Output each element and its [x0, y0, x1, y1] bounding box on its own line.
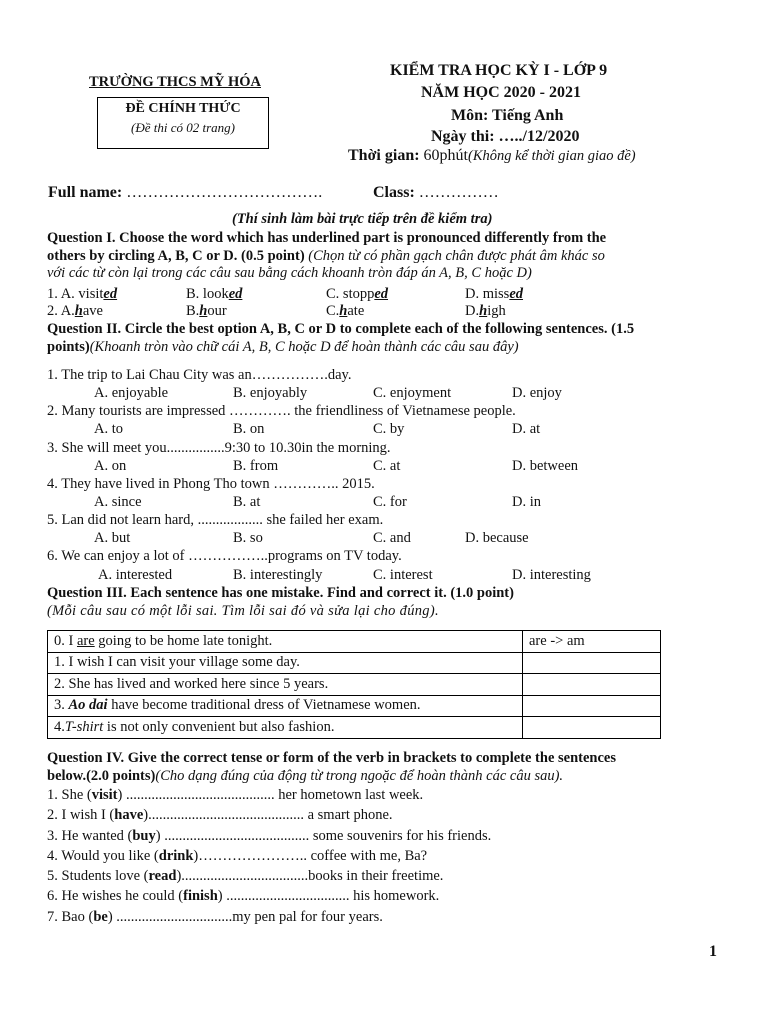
q4-item-5[interactable]: 5. Students love (read)...................................books in their freetime.	[47, 868, 444, 884]
q2-6-option-c[interactable]: C. interest	[373, 567, 433, 583]
q1-2-option-d[interactable]: D.high	[465, 303, 506, 319]
q2-note: (Khoanh tròn vào chữ cái A, B, C hoặc D để hoàn thành các câu sau đây)	[89, 339, 519, 355]
q2-2-option-d[interactable]: D. at	[512, 421, 541, 437]
q2-4-stem: 4. They have lived in Phong Tho town ………….. 2015.	[47, 476, 375, 492]
q2-5-stem: 5. Lan did not learn hard, .................. she failed her exam.	[47, 512, 384, 528]
time-label: Thời gian:	[348, 147, 420, 164]
q2-2-option-b[interactable]: B. on	[233, 421, 265, 437]
q4-title-line1: Question IV. Give the correct tense or form of the verb in brackets to complete the sentences	[47, 750, 616, 766]
q4-note: (Cho dạng đúng của động từ trong ngoặc để hoàn thành các câu sau).	[155, 768, 564, 784]
school-year: NĂM HỌC 2020 - 2021	[421, 84, 581, 101]
q2-6-stem: 6. We can enjoy a lot of ……………..programs on TV today.	[47, 548, 402, 564]
q1-2-option-b[interactable]: B.hour	[186, 303, 227, 319]
q1-title-line2-text: others by circling A, B, C or D. (0.5 point)	[47, 248, 305, 264]
q2-5-option-a[interactable]: A. but	[94, 530, 131, 546]
q1-2-option-c[interactable]: C.hate	[326, 303, 365, 319]
q2-3-stem: 3. She will meet you................9:30 to 10.30in the morning.	[47, 440, 391, 456]
q3-note: (Mỗi câu sau có một lỗi sai. Tìm lỗi sai đó và sửa lại cho đúng).	[47, 603, 439, 619]
full-name-dots[interactable]: ……………………………….	[126, 184, 323, 201]
q2-6-option-a[interactable]: A. interested	[98, 567, 173, 583]
q1-1-option-b[interactable]: B. looked	[186, 286, 243, 302]
exam-date: Ngày thi: …../12/2020	[431, 128, 580, 145]
q2-3-option-a[interactable]: A. on	[94, 458, 127, 474]
q1-1-option-c[interactable]: C. stopped	[326, 286, 389, 302]
q3-sentence-0: 0. I are going to be home late tonight.	[48, 631, 523, 653]
q2-2-stem: 2. Many tourists are impressed …………. the friendliness of Vietnamese people.	[47, 403, 516, 419]
q4-points: below.(2.0 points)	[47, 768, 156, 784]
q3-sentence-1: 1. I wish I can visit your village some day.	[48, 652, 523, 674]
q2-4-option-d[interactable]: D. in	[512, 494, 541, 510]
q3-sentence-3: 3. Ao dai have become traditional dress of Vietnamese women.	[48, 695, 523, 717]
table-row	[48, 674, 661, 696]
subject: Môn: Tiếng Anh	[451, 107, 564, 124]
time-value: 60phút	[423, 147, 468, 164]
q3-title: Question III. Each sentence has one mistake. Find and correct it. (1.0 point)	[47, 585, 514, 601]
full-name-label: Full name:	[48, 184, 123, 201]
q2-5-option-b[interactable]: B. so	[233, 530, 263, 546]
page-number: 1	[709, 943, 717, 960]
q2-1-option-d[interactable]: D. enjoy	[512, 385, 562, 401]
q2-2-option-a[interactable]: A. to	[94, 421, 123, 437]
q2-1-stem: 1. The trip to Lai Chau City was an…………….day.	[47, 367, 352, 383]
table-row	[48, 695, 661, 717]
time-note: (Không kể thời gian giao đề)	[468, 148, 636, 164]
q2-1-option-b[interactable]: B. enjoyably	[233, 385, 308, 401]
q2-2-option-c[interactable]: C. by	[373, 421, 405, 437]
q4-item-3[interactable]: 3. He wanted (buy) ........................................ some souvenirs for his friends.	[47, 828, 492, 844]
q3-answer-2[interactable]	[523, 674, 661, 696]
q2-4-option-a[interactable]: A. since	[94, 494, 142, 510]
pages-note: (Đề thi có 02 trang)	[131, 120, 235, 135]
instruction: (Thí sinh làm bài trực tiếp trên đề kiểm tra)	[232, 211, 493, 227]
class-line	[373, 184, 499, 202]
class-dots[interactable]: ……………	[418, 184, 499, 201]
q1-note-line2: với các từ còn lại trong các câu sau bằng cách khoanh tròn đáp án A, B, C hoặc D)	[47, 265, 532, 281]
q2-1-option-c[interactable]: C. enjoyment	[373, 385, 452, 401]
official-title: ĐỀ CHÍNH THỨC	[125, 101, 241, 116]
q1-title-line1: Question I. Choose the word which has underlined part is pronounced differently from the	[47, 230, 607, 246]
q2-points: points)	[47, 339, 90, 355]
q4-item-2[interactable]: 2. I wish I (have)........................................... a smart phone.	[47, 807, 393, 823]
q3-sentence-2: 2. She has lived and worked here since 5 years.	[48, 674, 523, 696]
table-row	[48, 652, 661, 674]
q1-note-line1: (Chọn từ có phần gạch chân được phát âm khác so	[308, 248, 605, 264]
q1-title-line2	[47, 248, 605, 265]
q2-3-option-b[interactable]: B. from	[233, 458, 279, 474]
q1-2-option-a[interactable]: 2. A.have	[47, 303, 103, 319]
class-label: Class:	[373, 184, 415, 201]
table-row	[48, 631, 661, 653]
exam-duration	[348, 147, 636, 165]
q3-answer-1[interactable]	[523, 652, 661, 674]
q2-4-option-b[interactable]: B. at	[233, 494, 261, 510]
q2-3-option-c[interactable]: C. at	[373, 458, 401, 474]
q2-1-option-a[interactable]: A. enjoyable	[94, 385, 169, 401]
q2-6-option-b[interactable]: B. interestingly	[233, 567, 323, 583]
q4-title-line2	[47, 768, 563, 785]
q3-answer-3[interactable]	[523, 695, 661, 717]
q3-sentence-4: 4.T-shirt is not only convenient but also fashion.	[48, 717, 523, 739]
q1-1-option-d[interactable]: D. missed	[465, 286, 524, 302]
table-row	[48, 717, 661, 739]
q4-item-6[interactable]: 6. He wishes he could (finish) .................................. his homework.	[47, 888, 440, 904]
q2-title-line2	[47, 339, 519, 356]
q1-1-option-a[interactable]: 1. A. visited	[47, 286, 118, 302]
official-exam-box	[97, 97, 269, 149]
q2-3-option-d[interactable]: D. between	[512, 458, 579, 474]
q2-6-option-d[interactable]: D. interesting	[512, 567, 591, 583]
q4-item-7[interactable]: 7. Bao (be) ................................my pen pal for four years.	[47, 909, 383, 925]
q3-answer-4[interactable]	[523, 717, 661, 739]
q3-error-table	[47, 630, 661, 739]
exam-title: KIỂM TRA HỌC KỲ I - LỚP 9	[390, 62, 608, 79]
school-name: TRƯỜNG THCS MỸ HÓA	[89, 74, 261, 90]
q4-item-4[interactable]: 4. Would you like (drink)………………….. coffee with me, Ba?	[47, 848, 428, 864]
full-name-line	[48, 184, 322, 202]
q4-item-1[interactable]: 1. She (visit) ......................................... her hometown last week.	[47, 787, 424, 803]
q2-5-option-d[interactable]: D. because	[465, 530, 529, 546]
q3-answer-0[interactable]: are -> am	[523, 631, 661, 653]
q2-title-line1: Question II. Circle the best option A, B, C or D to complete each of the following sentences. (1.5	[47, 321, 635, 337]
q2-5-option-c[interactable]: C. and	[373, 530, 411, 546]
q2-4-option-c[interactable]: C. for	[373, 494, 407, 510]
